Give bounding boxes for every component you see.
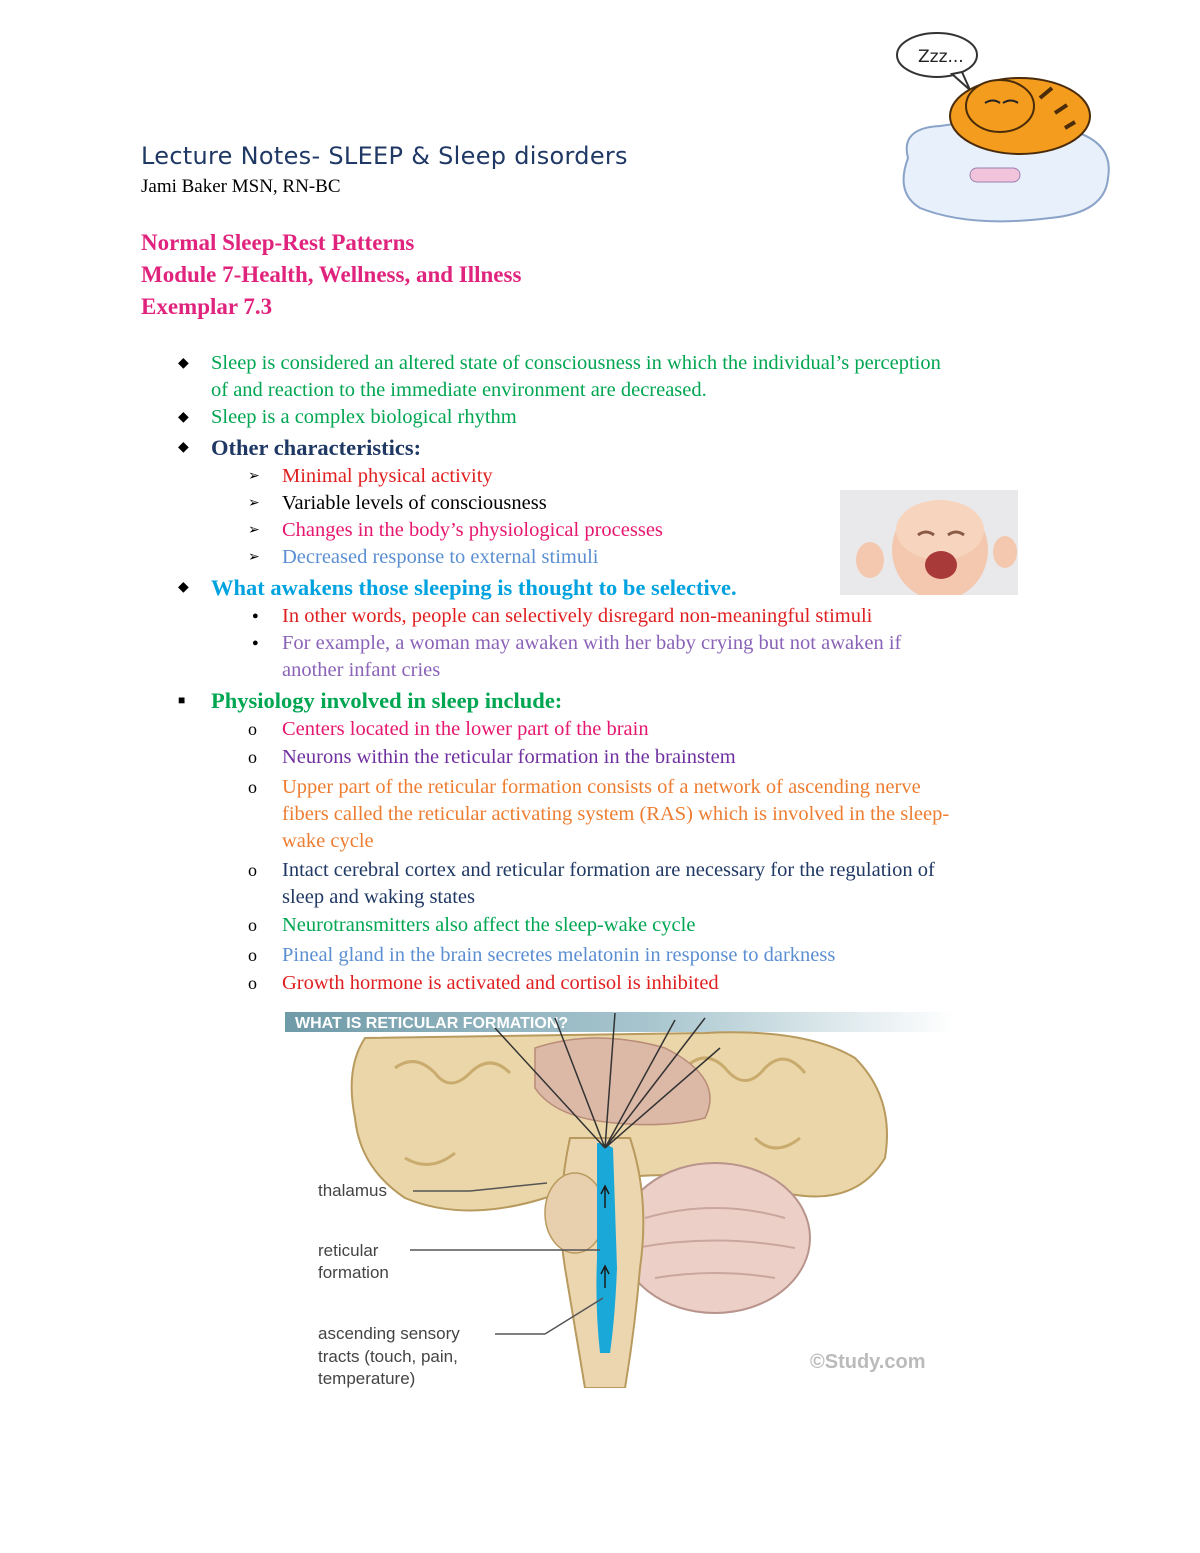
diamond-bullet-icon: ◆ [178,356,189,371]
circle-bullet-icon: o [248,973,257,993]
diamond-bullet-icon: ◆ [178,410,189,425]
sub-bullet-text: In other words, people can selectively disregard non-meaningful stimuli [282,605,873,627]
diamond-bullet-icon: ◆ [178,580,189,595]
sub-bullet-text: sleep and waking states [282,886,475,908]
sub-bullet-text: Upper part of the reticular formation consists of a network of ascending nerve [282,776,921,798]
arrow-bullet-icon: ➢ [248,550,260,565]
bullet-text: Sleep is considered an altered state of consciousness in which the individual’s perception [211,352,941,374]
circle-bullet-icon: o [248,747,257,767]
circle-bullet-icon: o [248,719,257,739]
author-line: Jami Baker MSN, RN-BC [141,176,341,197]
label-thalamus: thalamus [318,1181,387,1200]
label-tracts-1: ascending sensory [318,1324,460,1343]
sub-bullet-text: Neurons within the reticular formation in the brainstem [282,746,736,768]
sub-bullet-text: Variable levels of consciousness [282,492,547,514]
label-tracts-3: temperature) [318,1369,416,1388]
sleeping-cat-illustration [890,28,1130,233]
study-watermark: ©Study.com [810,1351,926,1373]
sub-bullet-text: For example, a woman may awaken with her baby crying but not awaken if [282,632,902,654]
figure-banner-text: WHAT IS RETICULAR FORMATION? [295,1015,569,1032]
sub-bullet-text: Intact cerebral cortex and reticular formation are necessary for the regulation of [282,859,935,881]
label-tracts-2: tracts (touch, pain, [318,1347,458,1366]
label-reticular: reticular [318,1241,379,1260]
cartoon-bubble-text: Zzz... [918,47,964,67]
sub-bullet-text: Pineal gland in the brain secretes melatonin in response to darkness [282,944,836,966]
bullet-text: Physiology involved in sleep include: [211,688,563,713]
square-bullet-icon: ■ [178,693,186,707]
circle-bullet-icon: o [248,860,257,880]
arrow-bullet-icon: ➢ [248,496,260,511]
sub-bullet-text: Growth hormone is activated and cortisol is inhibited [282,972,719,994]
heading-exemplar: Exemplar 7.3 [141,294,273,319]
arrow-bullet-icon: ➢ [248,523,260,538]
cerebellum-shape [620,1163,810,1313]
sub-bullet-text: Minimal physical activity [282,465,493,487]
sub-bullet-text: another infant cries [282,659,441,681]
circle-bullet-icon: o [248,915,257,935]
label-formation: formation [318,1263,389,1282]
heading-module: Module 7-Health, Wellness, and Illness [141,262,522,287]
sub-bullet-text: Neurotransmitters also affect the sleep-wake cycle [282,914,696,936]
document-title: Lecture Notes- SLEEP & Sleep disorders [141,142,628,170]
circle-bullet-icon: o [248,777,257,797]
sub-bullet-text: fibers called the reticular activating system (RAS) which is involved in the sleep- [282,803,950,825]
bullet-text: Other characteristics: [211,435,422,460]
bullet-text: What awakens those sleeping is thought to be selective. [211,575,737,600]
arrow-bullet-icon: ➢ [248,469,260,484]
sub-bullet-text: wake cycle [282,830,374,852]
heading-sleep-rest: Normal Sleep-Rest Patterns [141,230,415,255]
reticular-formation-figure [285,1008,955,1388]
bullet-text: of and reaction to the immediate environment are decreased. [211,379,707,401]
dot-bullet-icon: ● [252,610,259,622]
sub-bullet-text: Centers located in the lower part of the brain [282,718,649,740]
bullet-text: Sleep is a complex biological rhythm [211,406,517,428]
circle-bullet-icon: o [248,945,257,965]
sub-bullet-text: Decreased response to external stimuli [282,546,599,568]
crying-baby-photo [840,490,1018,595]
diamond-bullet-icon: ◆ [178,440,189,455]
dot-bullet-icon: ● [252,637,259,649]
sub-bullet-text: Changes in the body’s physiological processes [282,519,663,541]
